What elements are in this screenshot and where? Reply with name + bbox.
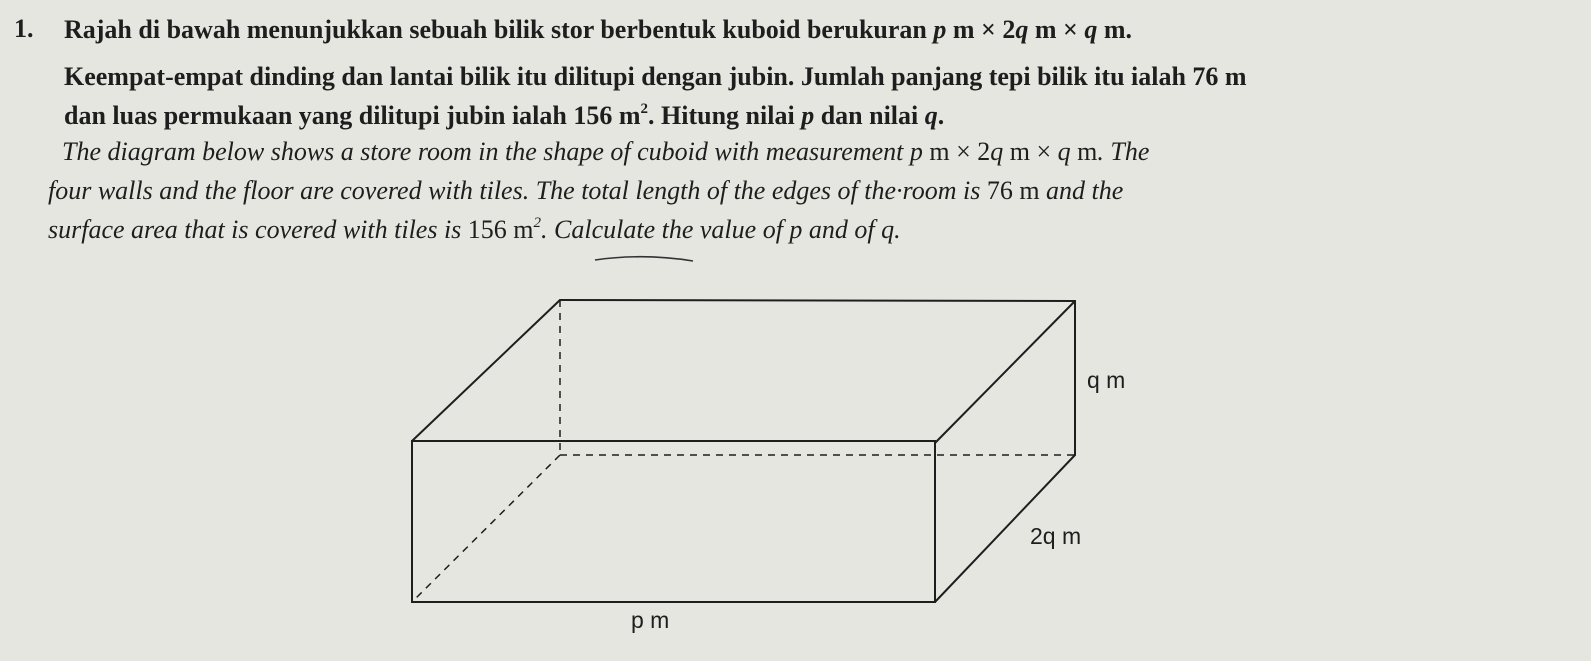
length-label: p m xyxy=(631,607,670,633)
superscript: 2 xyxy=(533,215,542,231)
variable: q xyxy=(1015,15,1029,44)
unit-text: m × xyxy=(1003,137,1058,166)
text-segment: and the xyxy=(1039,176,1124,205)
text-segment: . Hitung nilai xyxy=(648,101,802,130)
front-face xyxy=(412,441,935,602)
text-segment: . xyxy=(937,101,945,130)
width-label: 2q m xyxy=(1030,523,1082,549)
variable: q xyxy=(924,101,938,130)
text-segment: The diagram below shows a store room in the shape of cuboid with measurement xyxy=(62,137,910,166)
superscript: 2 xyxy=(640,101,649,117)
unit-text: m. xyxy=(1097,15,1133,44)
variable: p xyxy=(933,15,947,44)
text-segment: Rajah di bawah menunjukkan sebuah bilik stor berbentuk kuboid berukuran xyxy=(64,15,934,44)
unit-text: 76 m xyxy=(986,176,1040,205)
hidden-left-edge xyxy=(412,455,560,602)
unit-text: m × 2 xyxy=(946,15,1016,44)
variable: p xyxy=(909,137,923,166)
question-number: 1. xyxy=(14,14,34,43)
unit-text: m × xyxy=(1028,15,1085,44)
height-label: q m xyxy=(1087,367,1126,393)
variable: q xyxy=(1057,137,1071,166)
text-segment: dan nilai xyxy=(814,101,925,130)
unit-text: m xyxy=(1070,137,1098,166)
unit-text: 156 m xyxy=(467,215,534,244)
unit-text: m × 2 xyxy=(922,137,991,166)
variable: p xyxy=(801,101,815,130)
text-segment: Keempat-empat dinding dan lantai bilik itu dilitupi dengan jubin. Jumlah panjang tepi bilik itu ialah 76 m xyxy=(64,62,1247,91)
top-right-edge xyxy=(935,301,1075,443)
text-segment: surface area that is covered with tiles is xyxy=(48,215,468,244)
text-segment: four walls and the floor are covered with tiles. The total length of the edges of the·room is xyxy=(48,176,987,205)
top-back-edge xyxy=(560,300,1075,301)
text-segment: . The xyxy=(1097,137,1150,166)
text-segment: . Calculate the value of p and of q. xyxy=(541,215,901,244)
text-segment: dan luas permukaan yang dilitupi jubin ialah 156 m xyxy=(64,101,641,130)
top-left-edge xyxy=(412,300,560,441)
variable: q xyxy=(990,137,1004,166)
variable: q xyxy=(1084,15,1098,44)
